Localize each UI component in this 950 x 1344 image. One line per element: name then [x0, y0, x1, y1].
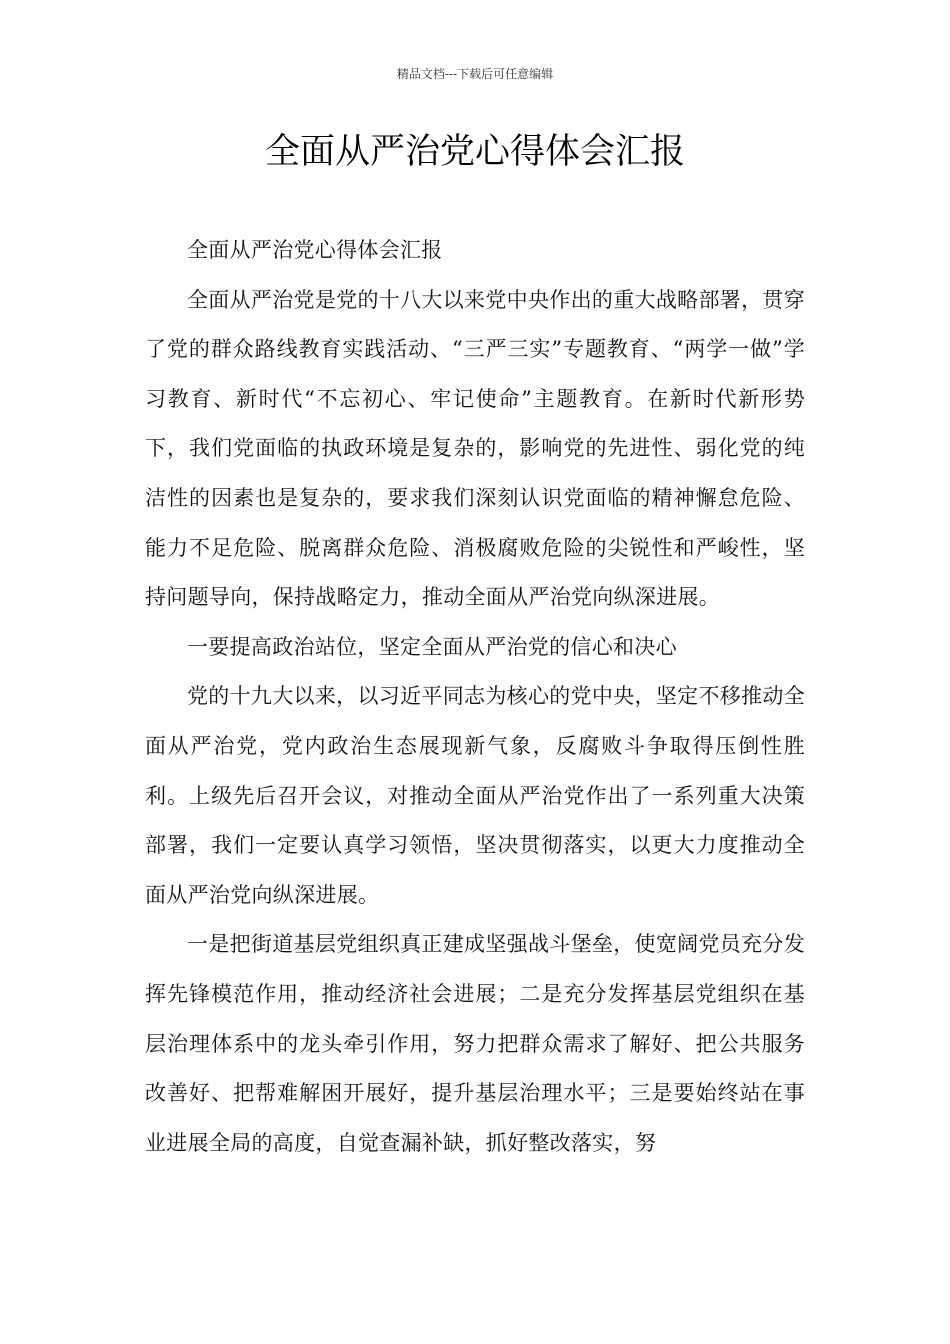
paragraph-measures: 一是把街道基层党组织真正建成坚强战斗堡垒，使宽阔党员充分发挥先锋模范作用，推动经济社会进展；二是充分发挥基层党组织在基层治理体系中的龙头牵引作用，努力把群众需求了解好、把公共服务改善好、把帮难解困开展好，提升基层治理水平；三是要始终站在事业进展全局的高度，自觉查漏补缺，抓好整改落实，努 — [145, 932, 805, 1155]
paragraph-intro: 全面从严治党是党的十八大以来党中央作出的重大战略部署，贯穿了党的群众路线教育实践活动、“三严三实”专题教育、“两学一做”学习教育、新时代“不忘初心、牢记使命”主题教育。在新时代新形势下，我们党面临的执政环境是复杂的，影响党的先进性、弱化党的纯洁性的因素也是复杂的，要求我们深刻认识党面临的精神懈怠危险、能力不足危险、脱离群众危险、消极腐败危险的尖锐性和严峻性，坚持问题导向，保持战略定力，推动全面从严治党向纵深进展。 — [145, 287, 805, 610]
paragraph-section-body: 党的十九大以来，以习近平同志为核心的党中央，坚定不移推动全面从严治党，党内政治生态展现新气象，反腐败斗争取得压倒性胜利。上级先后召开会议，对推动全面从严治党作出了一系列重大决策部署，我们一定要认真学习领悟，坚决贯彻落实，以更大力度推动全面从严治党向纵深进展。 — [145, 684, 805, 907]
paragraph-section-heading: 一要提高政治站位，坚定全面从严治党的信心和决心 — [187, 634, 677, 659]
document-title: 全面从严治党心得体会汇报 — [264, 132, 685, 172]
document-body — [145, 226, 805, 1168]
header-note: 精品文档---下载后可任意编辑 — [396, 67, 554, 81]
paragraph-subtitle: 全面从严治党心得体会汇报 — [187, 238, 443, 262]
